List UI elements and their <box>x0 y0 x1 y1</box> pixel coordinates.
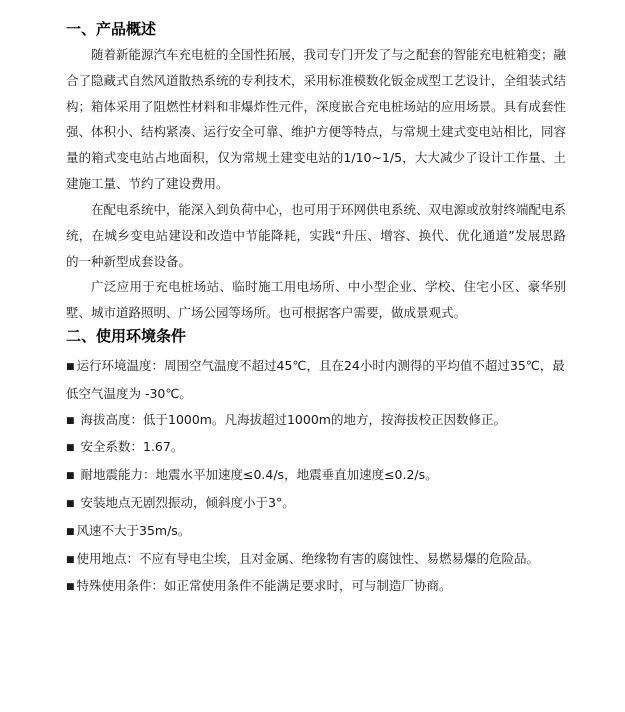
overview-paragraph-1: 随着新能源汽车充电桩的全国性拓展，我司专门开发了与之配套的智能充电桩箱变；融合了隐藏式自然风道散热系统的专利技术，采用标准模数化钣金成型工艺设计，全组装式结构；箱体采用了阻燃性材料和非爆炸性元件，深度嵌合充电桩场站的应用场景。具有成套性强、体积小、结构紧凑、运行安全可靠、维护方便等特点，与常规土建式变电站相比，同容量的箱式变电站占地面积，仅为常规土建变电站的1/10~1/5，大大减少了设计工作量、土建施工量、节约了建设费用。 <box>66 47 567 191</box>
list-item: ■ 风速不大于35m/s。 <box>66 522 191 538</box>
section2-heading: 二、使用环境条件 <box>66 327 187 345</box>
bullet-icon: ■ <box>66 498 75 509</box>
section1-heading: 一、产品概述 <box>66 20 157 38</box>
bullet-icon: ■ <box>66 582 75 593</box>
list-item: ■ 使用地点：不应有导电尘埃，且对金属、绝缘物有害的腐蚀性、易燃易爆的危险品。 <box>66 550 540 566</box>
list-item: ■ 特殊使用条件：如正常使用条件不能满足要求时，可与制造厂协商。 <box>66 578 452 594</box>
bullet-icon: ■ <box>66 471 75 482</box>
overview-paragraph-2: 在配电系统中，能深入到负荷中心，也可用于环网供电系统、双电源或放射终端配电系统，在城乡变电站建设和改造中节能降耗，实践“升压、增容、换代、优化通道”发展思路的一种新型成套设备。 <box>66 202 567 269</box>
bullet-icon: ■ <box>66 526 75 537</box>
environment-conditions-list <box>66 353 571 601</box>
list-item: ■ 耐地震能力：地震水平加速度≤0.4/s，地震垂直加速度≤0.2/s。 <box>66 467 438 483</box>
list-item: ■ 安装地点无剧烈振动，倾斜度小于3°。 <box>66 494 295 510</box>
list-item: ■ 安全系数：1.67。 <box>66 439 184 455</box>
bullet-icon: ■ <box>66 554 75 565</box>
list-item: ■ 海拔高度：低于1000m。凡海拔超过1000m的地方，按海拔校正因数修正。 <box>66 411 506 427</box>
bullet-icon: ■ <box>66 415 75 426</box>
bullet-icon: ■ <box>66 362 75 372</box>
list-item: ■ 运行环境温度：周围空气温度不超过45℃，且在24小时内测得的平均值不超过35℃，最低空气温度为 -30℃。 <box>66 358 565 401</box>
bullet-icon: ■ <box>66 443 75 454</box>
overview-paragraph-3: 广泛应用于充电桩场站、临时施工用电场所、中小型企业、学校、住宅小区、豪华别墅、城市道路照明、广场公园等场所。也可根据客户需要，做成景观式。 <box>66 279 566 320</box>
